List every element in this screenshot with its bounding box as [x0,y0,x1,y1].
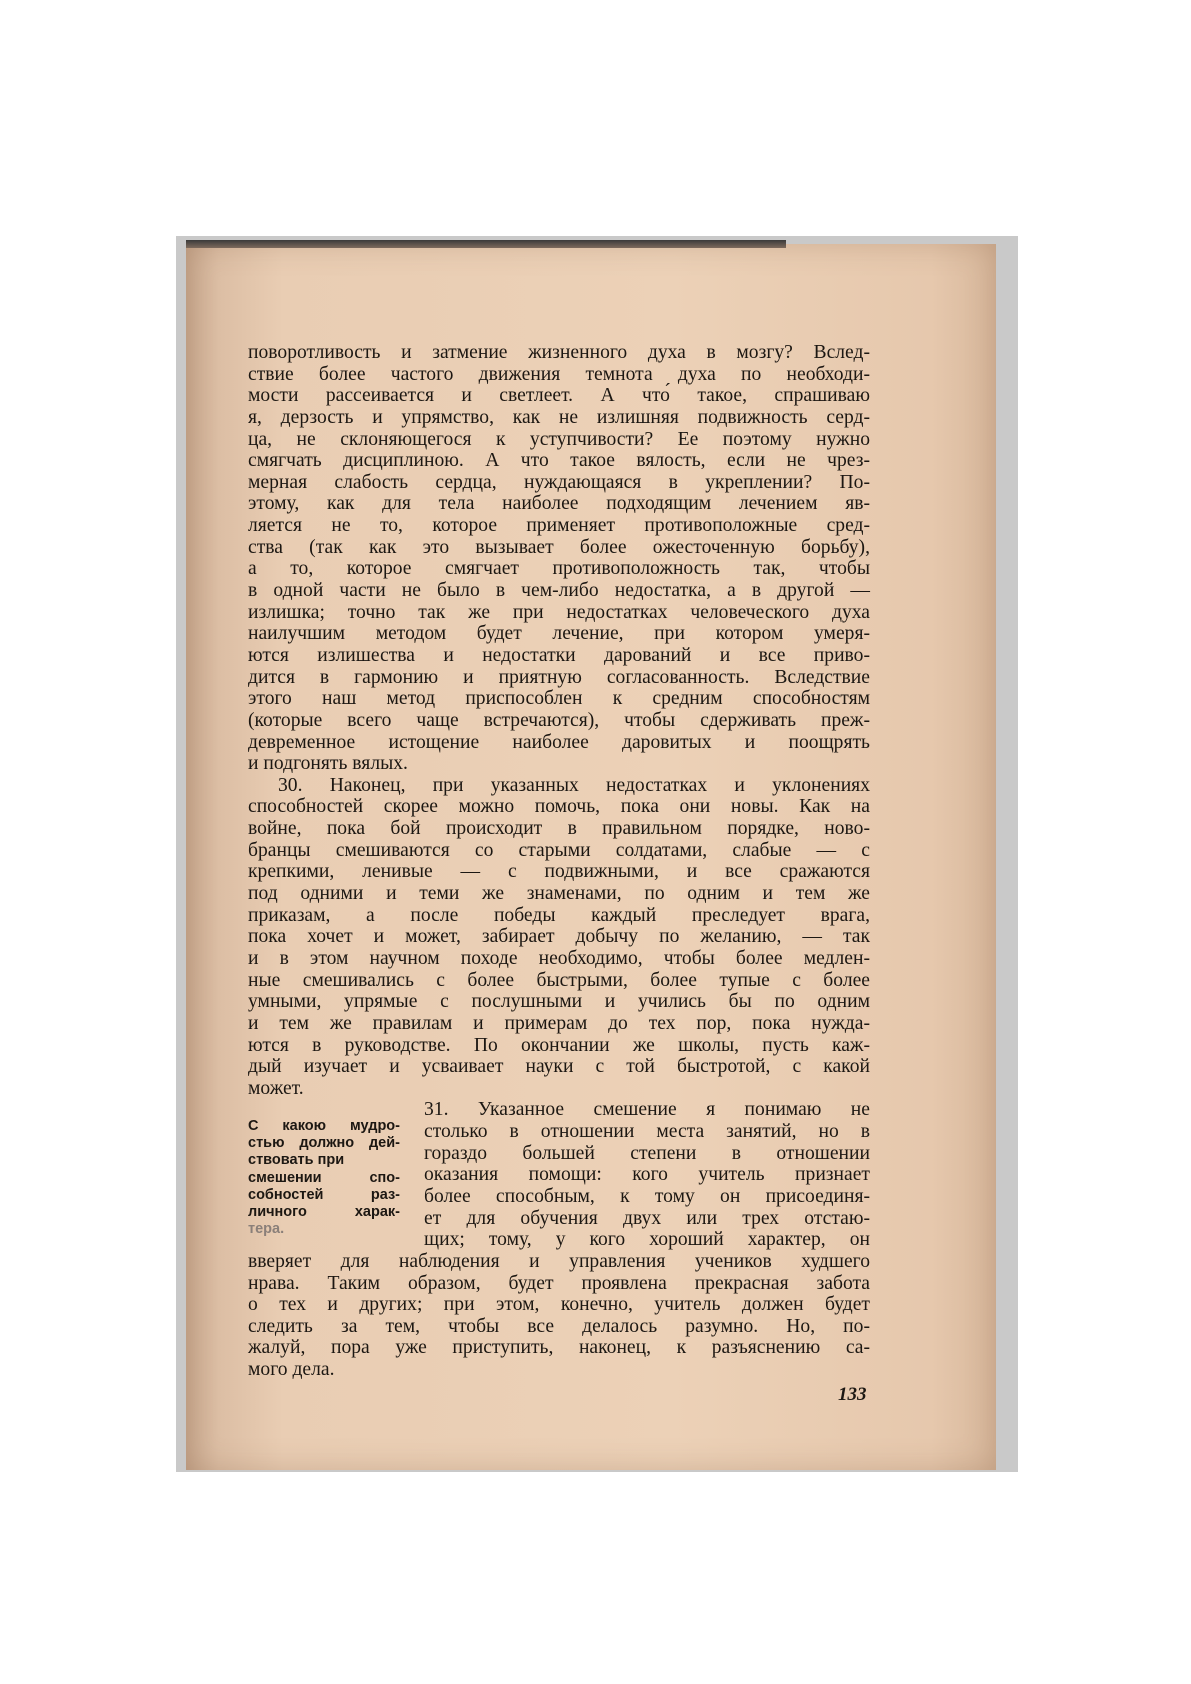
text-line: о тех и других; при этом, конечно, учитель должен будет [248,1294,870,1316]
text-line: следить за тем, чтобы все делалось разумно. Но, по- [248,1315,870,1337]
text-line: излишка; точно так же при недостатках человеческого духа [248,601,870,623]
text-line: ца, не склоняющегося к уступчивости? Ее поэтому нужно [248,428,870,450]
text-line: столько в отношении места занятий, но в [424,1121,870,1143]
text-line: ляется не то, которое применяет противоположные сред- [248,515,870,537]
page-top-shadow [186,240,786,248]
text-line: приказам, а после победы каждый преследует врага, [248,904,870,926]
margin-note-line: смешении спо- [248,1169,400,1186]
text-line: 30. Наконец, при указанных недостатках и уклонениях [278,774,870,796]
text-line: поворотливость и затмение жизненного духа в мозгу? Вслед- [248,342,870,363]
text-line: мого дела. [248,1359,335,1381]
margin-note-line: С какою мудро- [248,1118,400,1134]
text-line: ствие более частого движения темнота духа по необходи- [248,363,870,385]
text-line: девременное истощение наиболее даровитых и поощрять [248,731,870,753]
text-line: пока хочет и может, забирает добычу по желанию, — так [248,926,870,948]
text-line: умными, упрямые с послушными и учились бы по одним [248,991,870,1013]
margin-note [248,1118,400,1238]
margin-note-line: личного харак- [248,1203,400,1220]
text-line: мерная слабость сердца, нуждающаяся в укреплении? По- [248,471,870,493]
margin-note-line: собностей раз- [248,1186,400,1203]
text-line: бранцы смешиваются со старыми солдатами, слабые — с [248,839,870,861]
text-line: мости рассеивается и светлеет. А что́ такое, спрашиваю [248,385,870,407]
text-line: оказания помощи: кого учитель признает [424,1164,870,1186]
text-line: крепкими, ленивые — с подвижными, и все сражаются [248,861,870,883]
text-line: дый изучает и усваивает науки с той быстротой, с какой [248,1056,870,1078]
text-line: жалуй, пора уже приступить, наконец, к разъяснению са- [248,1337,870,1359]
margin-note-line: ствовать при [248,1152,345,1169]
text-line: ются в руководстве. По окончании же школы, пусть каж- [248,1034,870,1056]
text-line: способностей скорее можно помочь, пока они новы. Как на [248,796,870,818]
text-line: ет для обучения двух или трех отстаю- [424,1207,870,1229]
text-line: 31. Указанное смешение я понимаю не [424,1099,870,1121]
text-line: (которые всего чаще встречаются), чтобы сдерживать преж- [248,709,870,731]
text-line: более способным, к тому он присоединя- [424,1185,870,1207]
text-line: нрава. Таким образом, будет проявлена прекрасная забота [248,1272,870,1294]
text-line: ются излишества и недостатки дарований и все приво- [248,644,870,666]
text-line: и тем же правилам и примерам до тех пор, пока нужда- [248,1012,870,1034]
text-line: и в этом научном походе необходимо, чтобы более медлен- [248,947,870,969]
text-line: наилучшим методом будет лечение, при котором умеря- [248,623,870,645]
text-line: вверяет для наблюдения и управления учеников худшего [248,1250,870,1272]
text-line: и подгонять вялых. [248,753,408,775]
text-line: может. [248,1077,304,1099]
page-number: 133 [838,1384,867,1405]
text-line: под одними и теми же знаменами, по одним и тем же [248,883,870,905]
text-line: я, дерзость и упрямство, как не излишняя подвижность серд- [248,406,870,428]
paragraph-30 [248,775,870,1100]
margin-note-line: тера. [248,1221,285,1238]
text-line: этому, как для тела наиболее подходящим лечением яв- [248,493,870,515]
text-line: щих; тому, у кого хороший характер, он [424,1229,870,1251]
paragraph-1 [248,342,870,775]
text-line: этого наш метод приспособлен к средним способностям [248,688,870,710]
text-line: ные смешивались с более быстрыми, более тупые с более [248,969,870,991]
text-line: гораздо большей степени в отношении [424,1142,870,1164]
text-line: а то, которое смягчает противоположность так, чтобы [248,558,870,580]
text-line: дится в гармонию и приятную согласованность. Вследствие [248,666,870,688]
text-line: в одной части не было в чем-либо недостатка, а в другой — [248,580,870,602]
text-line: войне, пока бой происходит в правильном порядке, ново- [248,818,870,840]
margin-note-line: стью должно дей- [248,1135,400,1152]
text-line: ства (так как это вызывает более ожесточенную борьбу), [248,536,870,558]
text-line: смягчать дисциплиною. А что такое вялость, если не чрез- [248,450,870,472]
